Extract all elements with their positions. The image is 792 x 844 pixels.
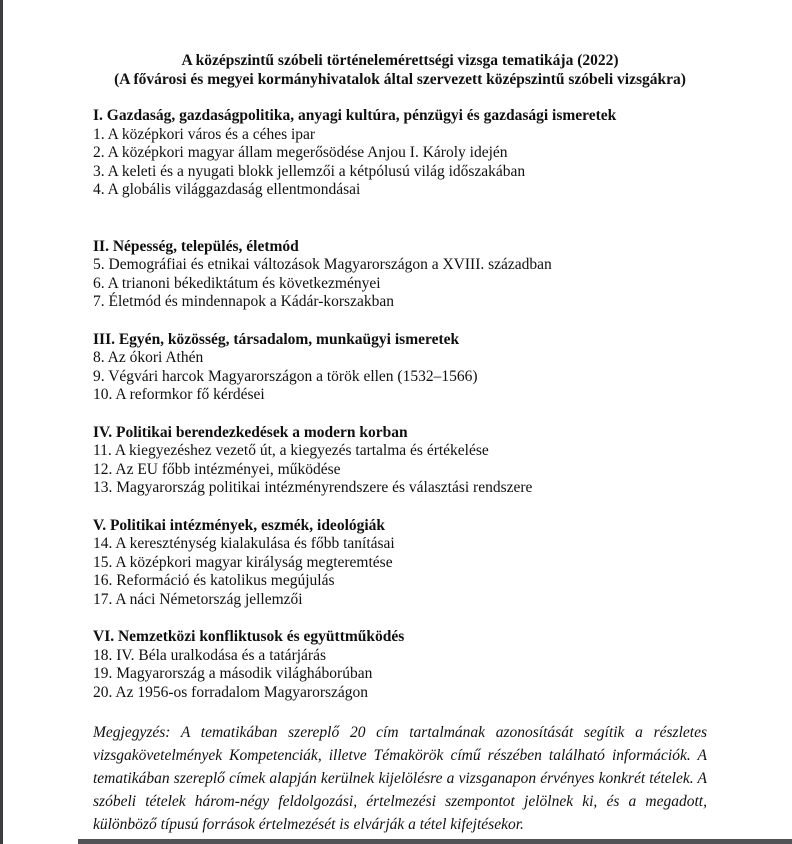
section-4	[93, 424, 707, 498]
section-heading: III. Egyén, közösség, társadalom, munkaügyi ismeretek	[93, 330, 460, 348]
section-heading: VI. Nemzetközi konfliktusok és együttműködés	[93, 628, 405, 645]
topic-item: 12. Az EU főbb intézményei, működése	[93, 460, 341, 478]
page-bottom-shadow	[78, 839, 792, 844]
topic-item: 14. A kereszténység kialakulása és főbb tanításai	[93, 535, 395, 552]
title-line-1: A középszintű szóbeli történelemérettségi vizsga tematikája (2022)	[181, 52, 619, 69]
section-heading: V. Politikai intézmények, eszmék, ideológiák	[93, 516, 386, 534]
topic-item: 6. A trianoni békediktátum és következményei	[93, 274, 381, 292]
topic-item: 15. A középkori magyar királyság megteremtése	[93, 553, 393, 571]
topic-item: 18. IV. Béla uralkodása és a tatárjárás	[93, 646, 326, 664]
topic-item: 5. Demográfiai és etnikai változások Magyarországon a XVIII. században	[93, 256, 552, 273]
section-heading: IV. Politikai berendezkedések a modern korban	[93, 423, 408, 441]
topic-item: 17. A náci Németország jellemzői	[93, 590, 303, 608]
topic-item: 4. A globális világgazdaság ellentmondásai	[93, 181, 361, 198]
note-paragraph: Megjegyzés: A tematikában szereplő 20 cím tartalmának azonosítását segítik a részletes vizsgakövetelmények Kompetenciák, illetve Témakörök című részében található információk. A tematikában szereplő címek alapján kerülnek kijelölésre a vizsganapon érvényes konkrét tételek. A szóbeli tételek három-négy feldolgozási, értelmezési szempontot jelölnek ki, és a megadott, különböző típusú források értelmezését is elvárják a tétel kifejtésekor.	[93, 724, 707, 833]
topic-item: 19. Magyarország a második világháborúban	[93, 665, 373, 682]
topic-item: 16. Reformáció és katolikus megújulás	[93, 572, 335, 589]
topic-item: 8. Az ókori Athén	[93, 349, 204, 366]
topic-item: 7. Életmód és mindennapok a Kádár-korszakban	[93, 293, 394, 310]
section-5	[93, 517, 707, 610]
topic-item: 20. Az 1956-os forradalom Magyarországon	[93, 683, 369, 701]
page-left-border	[0, 0, 3, 844]
document-title	[93, 51, 707, 89]
topic-item: 10. A reformkor fő kérdései	[93, 386, 265, 403]
topic-item: 9. Végvári harcok Magyarországon a török ellen (1532–1566)	[93, 367, 478, 385]
topic-sections	[93, 107, 707, 702]
section-heading: II. Népesség, település, életmód	[93, 237, 299, 255]
section-6	[93, 628, 707, 702]
section-1	[93, 107, 707, 200]
document-content	[93, 51, 707, 836]
section-heading: I. Gazdaság, gazdaságpolitika, anyagi kultúra, pénzügyi és gazdasági ismeretek	[93, 107, 617, 124]
section-2	[93, 238, 707, 312]
topic-item: 1. A középkori város és a céhes ipar	[93, 125, 316, 143]
topic-item: 3. A keleti és a nyugati blokk jellemzői a kétpólusú világ időszakában	[93, 162, 526, 180]
section-3	[93, 331, 707, 405]
topic-item: 13. Magyarország politikai intézményrendszere és választási rendszere	[93, 479, 533, 496]
topic-item: 2. A középkori magyar állam megerősödése Anjou I. Károly idején	[93, 144, 508, 161]
topic-item: 11. A kiegyezéshez vezető út, a kiegyezés tartalma és értékelése	[93, 442, 489, 459]
title-line-2: (A fővárosi és megyei kormányhivatalok által szervezett középszintű szóbeli vizsgákra)	[114, 71, 686, 88]
